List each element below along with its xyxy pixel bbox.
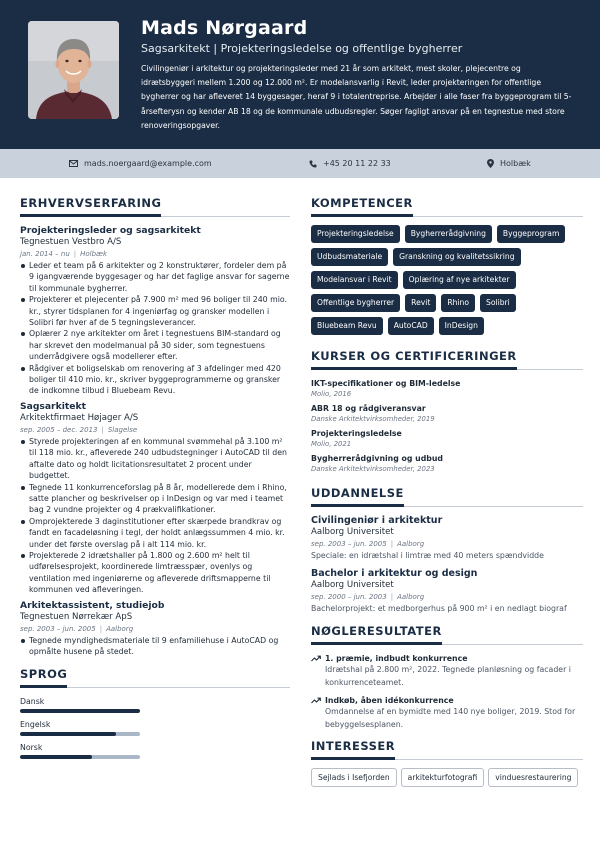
experience-section [20,196,290,657]
section-title-courses: KURSER OG CERTIFICERINGER [311,349,517,370]
meta-separator: | [99,624,103,633]
meta-separator: | [101,425,104,434]
education-degree: Civilingeniør i arkitektur [311,515,443,526]
interest-tag: Sejlads i Isefjorden [311,768,397,787]
trend-up-icon [311,697,321,704]
job-company: Tegnestuen Nørrekær ApS [20,611,133,622]
language-name: Dansk [20,697,45,707]
language-level-fill [20,755,92,759]
skill-chip: InDesign [439,317,484,335]
results-section [311,624,583,731]
language-level-fill [20,709,140,713]
language-name: Norsk [20,743,43,753]
contact-phone[interactable] [309,149,391,178]
job-period: jan. 2014 – nu [20,250,70,258]
skill-chip: Solibri [480,294,516,312]
education-item [311,568,583,614]
contact-bar [0,149,600,178]
education-period: sep. 2003 – jun. 2005 [311,540,387,548]
education-location: Aalborg [397,593,425,601]
result-description: Omdannelse af en bymidte med 140 nye boliger, 2019. Stod for bebyggelsesplanen. [325,707,576,729]
course-item [311,428,583,449]
education-meta [311,538,583,550]
right-column [311,196,583,787]
left-column [20,196,290,765]
interest-tag: vinduesrestaurering [488,768,578,787]
bullet-item: Projekterede 2 idrætshaller på 1.800 og 2.600 m² helt til udførelsesprojekt, koordinerede limtræsspær, ovenlys og ventilation med ingeniørerne og afleverede driftsmapperne til kommunen ved afleveringen. [20,550,290,596]
bullet-item: Leder et team på 6 arkitekter og 2 konstruktører, fordeler dem på 9 igangværende byggesager og har det faglige ansvar for sagerne til kommunale bygherrer. [20,260,290,294]
skill-chip: Bluebeam Revu [311,317,383,335]
section-title-results: NØGLERESULTATER [311,624,442,645]
language-item [20,696,290,713]
language-level-bar [20,755,140,759]
course-name: Bygherrerådgivning og udbud [311,454,444,463]
skill-chip: Oplæring af nye arkitekter [403,271,516,289]
language-item [20,719,290,736]
job-meta [20,623,290,635]
education-item [311,515,583,561]
course-name: ABR 18 og rådgiveransvar [311,404,426,413]
course-org: Danske Arkitektvirksomheder, 2023 [311,465,435,473]
job-bullets [20,436,290,596]
skill-chip: Udbudsmateriale [311,248,388,266]
meta-separator: | [73,250,77,258]
course-org: Molio, 2016 [311,390,352,398]
person-name: Mads Nørgaard [141,17,308,39]
bullet-item: Tegnede myndighedsmateriale til 9 enfamiliehuse i AutoCAD og opmålte husene på stedet. [20,635,290,658]
course-name: Projekteringsledelse [311,429,402,438]
education-school: Aalborg Universitet [311,580,394,590]
course-name: IKT-specifikationer og BIM-ledelse [311,379,461,388]
result-title: 1. præmie, indbudt konkurrence [325,654,468,663]
job-meta [20,248,290,260]
section-title-education: UDDANNELSE [311,486,404,507]
interest-tags [311,768,583,787]
contact-email[interactable] [69,149,212,178]
section-title-interests: INTERESSER [311,739,395,760]
education-description: Speciale: en idrætshal i limtræ med 40 meters spændvidde [311,551,544,560]
job-meta [20,424,290,436]
education-school: Aalborg Universitet [311,527,394,537]
languages-section [20,667,290,759]
education-period: sep. 2000 – jun. 2003 [311,593,387,601]
bullet-item: Tegnede 11 konkurrenceforslag på 8 år, modellerede dem i Rhino, satte plancher og beskrivelser op i InDesign og var med i teamet bag 2 vundne projekter og 4 prækvalifikationer. [20,482,290,516]
profile-photo [28,21,119,119]
location-pin-icon [487,159,494,168]
job-bullets [20,635,290,658]
contact-location [487,149,531,178]
section-title-languages: SPROG [20,667,67,688]
skill-chip: AutoCAD [388,317,434,335]
job-company: Tegnestuen Vestbro A/S [20,237,122,247]
job-company: Arkitektfirmaet Højager A/S [20,412,139,423]
skill-chip: Bygherrerådgivning [405,225,492,243]
meta-separator: | [390,540,394,548]
section-title-experience: ERHVERVSERFARING [20,196,161,217]
course-org: Molio, 2021 [311,440,352,448]
mail-icon [69,160,78,167]
education-location: Aalborg [397,540,425,548]
trend-up-icon [311,655,321,662]
courses-section [311,349,583,474]
bullet-item: Rådgiver et boligselskab om renovering af 3 afdelinger med 420 boliger til 410 mio. kr., skriver byggeprogrammerne og gransker de indkomne tilbud i Bluebeam Revu. [20,363,290,397]
job-title: Projekteringsleder og sagsarkitekt [20,225,201,236]
headline: Sagsarkitekt | Projekteringsledelse og offentlige bygherrer [141,42,463,55]
job-location: Holbæk [80,250,108,258]
phone-text: +45 20 11 22 33 [323,159,391,168]
bullet-item: Oplærer 2 nye arkitekter om året i tegnestuens BIM-standard og har skrevet den modelmanual på 30 sider, som tegnestuens underrådgivere også modellerer efter. [20,328,290,362]
course-item [311,378,583,399]
course-org: Danske Arkitektvirksomheder, 2019 [311,415,435,423]
job-title: Sagsarkitekt [20,400,86,412]
job-period: sep. 2005 – dec. 2013 [20,425,98,434]
email-text: mads.noergaard@example.com [84,159,212,168]
skills-section [311,196,583,335]
interests-section [311,739,583,787]
education-meta [311,591,583,603]
education-section [311,486,583,614]
phone-icon [309,160,317,168]
interest-tag: arkitekturfotografi [401,768,485,787]
meta-separator: | [390,593,394,601]
job-location: Slagelse [107,425,138,434]
result-item [311,695,583,731]
skill-chip: Offentlige bygherrer [311,294,400,312]
language-level-bar [20,732,140,736]
result-description: Idrætshal på 2.800 m², 2022. Tegnede planløsning og facader i konkurrenceteamet. [325,665,571,687]
skill-chip: Granskning og kvalitetssikring [393,248,520,266]
skill-chip: Modelansvar i Revit [311,271,398,289]
job-location: Aalborg [106,624,134,633]
skills-chips [311,225,583,335]
result-item [311,653,583,689]
section-title-skills: KOMPETENCER [311,196,413,217]
skill-chip: Revit [405,294,436,312]
job-period: sep. 2003 – jun. 2005 [20,624,96,633]
skill-chip: Rhino [441,294,475,312]
location-text: Holbæk [500,159,531,168]
bullet-item: Styrede projekteringen af en kommunal svømmehal på 3.100 m² til 118 mio. kr., afleverede 240 udbudstegninger i AutoCAD til den aftalte dato og holdt licitationsresultatet 2 procent under budgettet. [20,436,290,482]
course-item [311,403,583,424]
bullet-item: Omprojekterede 3 daginstitutioner efter skærpede brandkrav og fandt en facadeløsning i tegl, der holdt anlægssummen 4 mio. kr. under det første overslag på i alt 114 mio. kr. [20,516,290,550]
job-entry [20,600,290,658]
language-item [20,742,290,759]
language-level-bar [20,709,140,713]
language-name: Engelsk [20,720,51,730]
education-description: Bachelorprojekt: et medborgerhus på 900 m² i en nedlagt biograf [311,604,567,613]
skill-chip: Projekteringsledelse [311,225,400,243]
education-degree: Bachelor i arkitektur og design [311,568,478,579]
job-bullets [20,260,290,397]
course-item [311,453,583,474]
job-entry [20,401,290,596]
job-entry [20,225,290,397]
bullet-item: Projekterer et plejecenter på 7.900 m² med 96 boliger til 240 mio. kr., styrer tidsplanen for 4 ingeniørfag og gransker modellen i Solibri før hver af de 5 tegningsleverancer. [20,294,290,328]
job-title: Arkitektassistent, studiejob [20,599,165,611]
profile-summary: Civilingeniør i arkitektur og projekteringsleder med 21 år som arkitekt, mest skoler, plejecentre og idrætsbyggeri mellem 1.200 og 12.000 m². Er modelansvarlig i Revit, leder projekteringen for offentlige bygherrer og har afleveret 14 byggesager, heraf 9 i totalentreprise. Arbejder i alle faser fra byggeprogram til 5-årsefterysn og kender AB 18 og de kommunale udbudsregler. Søger fagligt ansvar på en tegnestue med store renoveringsopgaver. [141,64,572,130]
resume-header [0,0,600,149]
portrait-image [28,21,119,119]
language-level-fill [20,732,116,736]
skill-chip: Byggeprogram [497,225,565,243]
result-title: Indkøb, åben idékonkurrence [325,696,454,705]
